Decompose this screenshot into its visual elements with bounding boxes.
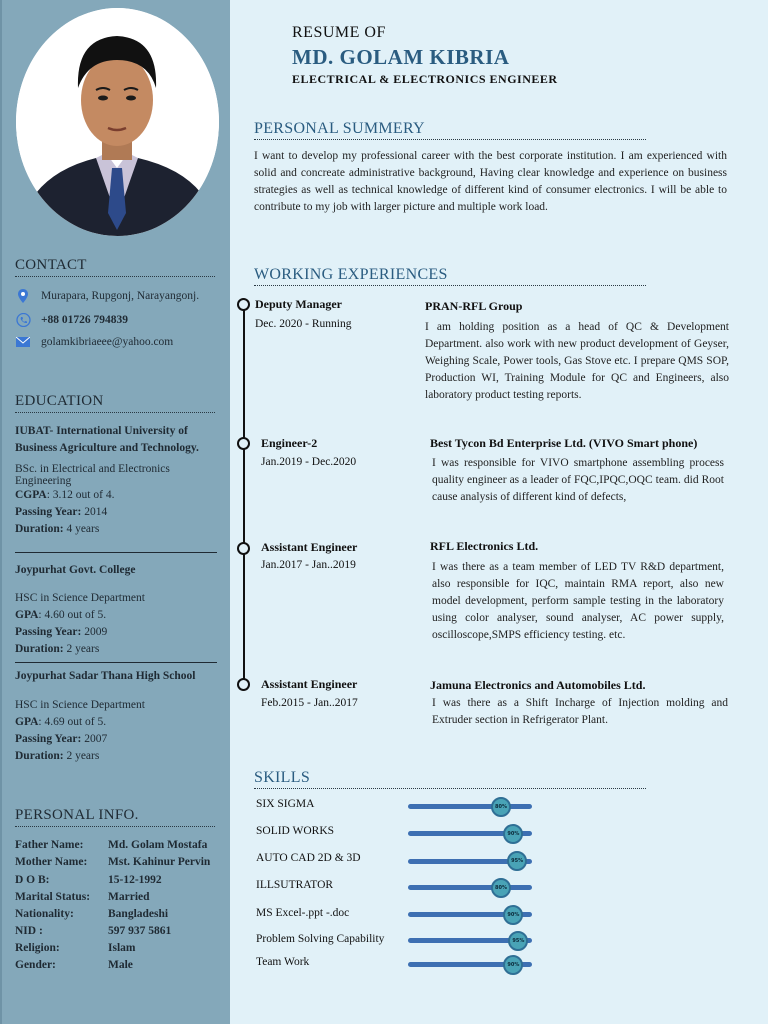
- personal-info-row: [15, 942, 135, 954]
- person-portrait-image: [16, 8, 219, 236]
- grade-value: : 3.12 out of 4.: [46, 489, 115, 501]
- experience-heading: WORKING EXPERIENCES: [254, 266, 646, 286]
- skill-name: MS Excel-.ppt -.doc: [256, 907, 350, 919]
- skill-name: Problem Solving Capability: [256, 933, 385, 945]
- education-divider: [15, 662, 217, 663]
- year-value: 2014: [81, 506, 108, 518]
- skill-level-knob: 90%: [503, 955, 523, 975]
- contact-email: [15, 335, 173, 349]
- info-key: Father Name:: [15, 839, 84, 851]
- degree: BSc. in Electrical and Electronics: [15, 463, 170, 475]
- year-value: 2007: [81, 733, 108, 745]
- candidate-name: MD. GOLAM KIBRIA: [292, 45, 510, 69]
- job-title: Deputy Manager: [255, 297, 342, 311]
- timeline-dot: [237, 298, 250, 311]
- timeline-dot: [237, 678, 250, 691]
- job-dates: Jan.2017 - Jan..2019: [261, 559, 356, 571]
- duration-value: 4 years: [63, 523, 100, 535]
- location-pin-icon: [15, 289, 31, 303]
- main-content: [230, 0, 768, 1024]
- duration-value: 2 years: [63, 750, 100, 762]
- degree: HSC in Science Department: [15, 592, 145, 604]
- phone-icon: [15, 313, 31, 327]
- skill-level-knob: 90%: [503, 905, 523, 925]
- skill-name: SOLID WORKS: [256, 825, 335, 837]
- skill-name: Team Work: [256, 956, 310, 968]
- profile-photo: [16, 8, 219, 236]
- summary-heading: PERSONAL SUMMERY: [254, 120, 646, 140]
- personal-info-row: [15, 925, 171, 937]
- skills-heading: SKILLS: [254, 769, 646, 789]
- grade-label: GPA: [15, 716, 39, 728]
- job-company: Best Tycon Bd Enterprise Ltd. (VIVO Smart phone): [430, 436, 698, 450]
- address-text: Murapara, Rupgonj, Narayangonj.: [41, 290, 200, 302]
- grade-value: : 4.60 out of 5.: [38, 609, 107, 621]
- timeline-line: [243, 304, 245, 686]
- phone-text[interactable]: +88 01726 794839: [41, 314, 129, 326]
- timeline-dot: [237, 542, 250, 555]
- contact-phone: [15, 313, 128, 327]
- info-key: D O B:: [15, 874, 50, 886]
- skill-bar: [408, 804, 532, 809]
- duration-label: Duration:: [15, 523, 64, 535]
- education-item-college: [15, 562, 225, 658]
- personal-info-heading: PERSONAL INFO.: [15, 807, 215, 827]
- year-value: 2009: [81, 626, 108, 638]
- skill-level-knob: 95%: [508, 931, 528, 951]
- info-key: Gender:: [15, 959, 56, 971]
- school-name: IUBAT- International University of: [15, 425, 188, 437]
- job-description: I am holding position as a head of QC & Development Department. also work with new product development of Geyser, Weighing Scale, Power tools, Gas Stove etc. I prepare QMS SOP, Production WI, Training Module for QC and Engineers, also laboratory product testing reports.: [425, 321, 729, 401]
- envelope-icon: [15, 335, 31, 349]
- job-dates: Dec. 2020 - Running: [255, 318, 352, 330]
- education-heading: EDUCATION: [15, 393, 215, 413]
- sidebar: [0, 0, 230, 1024]
- email-text[interactable]: golamkibriaeee@yahoo.com: [41, 336, 174, 348]
- skill-bar: [408, 885, 532, 890]
- job-description: I was there as a Shift Incharge of Injection molding and Extruder section in Refrigerator Plant.: [432, 697, 728, 726]
- info-value: Bangladeshi: [108, 908, 169, 920]
- job-company: PRAN-RFL Group: [425, 299, 523, 313]
- degree: HSC in Science Department: [15, 699, 145, 711]
- personal-info-row: [15, 959, 133, 971]
- resume-of-label: RESUME OF: [292, 24, 386, 41]
- school-name: Joypurhat Govt. College: [15, 564, 136, 576]
- grade-value: : 4.69 out of 5.: [38, 716, 107, 728]
- skill-name: AUTO CAD 2D & 3D: [256, 852, 361, 864]
- contact-heading: CONTACT: [15, 257, 215, 277]
- job-title: Assistant Engineer: [261, 677, 358, 691]
- contact-address: [15, 289, 199, 303]
- skill-level-knob: 95%: [507, 851, 527, 871]
- job-dates: Feb.2015 - Jan..2017: [261, 697, 358, 709]
- job-title: Engineer-2: [261, 436, 318, 450]
- degree-cont: Engineering: [15, 475, 72, 487]
- education-item-iubat: [15, 423, 225, 538]
- info-value: Md. Golam Mostafa: [108, 839, 208, 851]
- education-item-school: [15, 668, 225, 765]
- grade-label: CGPA: [15, 489, 47, 501]
- year-label: Passing Year:: [15, 733, 82, 745]
- skill-level-knob: 80%: [491, 797, 511, 817]
- info-value: Islam: [108, 942, 136, 954]
- job-company: Jamuna Electronics and Automobiles Ltd.: [430, 678, 646, 692]
- info-value: 597 937 5861: [108, 925, 172, 937]
- year-label: Passing Year:: [15, 626, 82, 638]
- duration-value: 2 years: [63, 643, 100, 655]
- grade-label: GPA: [15, 609, 39, 621]
- info-key: Mother Name:: [15, 856, 88, 868]
- personal-info-row: [15, 856, 210, 868]
- education-divider: [15, 552, 217, 553]
- personal-info-row: [15, 874, 162, 886]
- info-key: NID :: [15, 925, 43, 937]
- info-value: Married: [108, 891, 150, 903]
- job-title: Assistant Engineer: [261, 540, 358, 554]
- info-key: Nationality:: [15, 908, 74, 920]
- personal-info-row: [15, 891, 150, 903]
- school-name-cont: Business Agriculture and Technology.: [15, 442, 199, 454]
- info-value: Mst. Kahinur Pervin: [108, 856, 211, 868]
- info-key: Religion:: [15, 942, 60, 954]
- personal-info-row: [15, 839, 207, 851]
- job-dates: Jan.2019 - Dec.2020: [261, 456, 357, 468]
- duration-label: Duration:: [15, 750, 64, 762]
- info-key: Marital Status:: [15, 891, 91, 903]
- info-value: 15-12-1992: [108, 874, 162, 886]
- candidate-title: ELECTRICAL & ELECTRONICS ENGINEER: [292, 72, 558, 86]
- job-company: RFL Electronics Ltd.: [430, 539, 539, 553]
- info-value: Male: [108, 959, 133, 971]
- timeline-dot: [237, 437, 250, 450]
- summary-text: I want to develop my professional career with the best corporate institution. I am experienced with solid and concreate administrative background, Having clear knowledge and experience on business strategies as well as technical knowledge of different kind of consumer electronics. I will be able to contribute to my job with larger picture and multiple work load.: [254, 150, 727, 213]
- skill-level-knob: 90%: [503, 824, 523, 844]
- skill-name: ILLSUTRATOR: [256, 879, 334, 891]
- year-label: Passing Year:: [15, 506, 82, 518]
- skill-name: SIX SIGMA: [256, 798, 315, 810]
- duration-label: Duration:: [15, 643, 64, 655]
- job-description: I was responsible for VIVO smartphone assembling process quality engineer as a leader of FQC,IPQC,OQC team. did Root cause analysis of different kind of defects,: [432, 457, 724, 503]
- job-description: I was there as a team member of LED TV R&D department, also responsible for IQC, maintain RMA report, also new model development, perform sample testing in the laboratory using color analyser, sound analyser, AC power supply, oscilloscope,SMPS efficiency testing. etc.: [432, 561, 724, 641]
- personal-info-row: [15, 908, 168, 920]
- school-name: Joypurhat Sadar Thana High School: [15, 670, 196, 682]
- skill-level-knob: 80%: [491, 878, 511, 898]
